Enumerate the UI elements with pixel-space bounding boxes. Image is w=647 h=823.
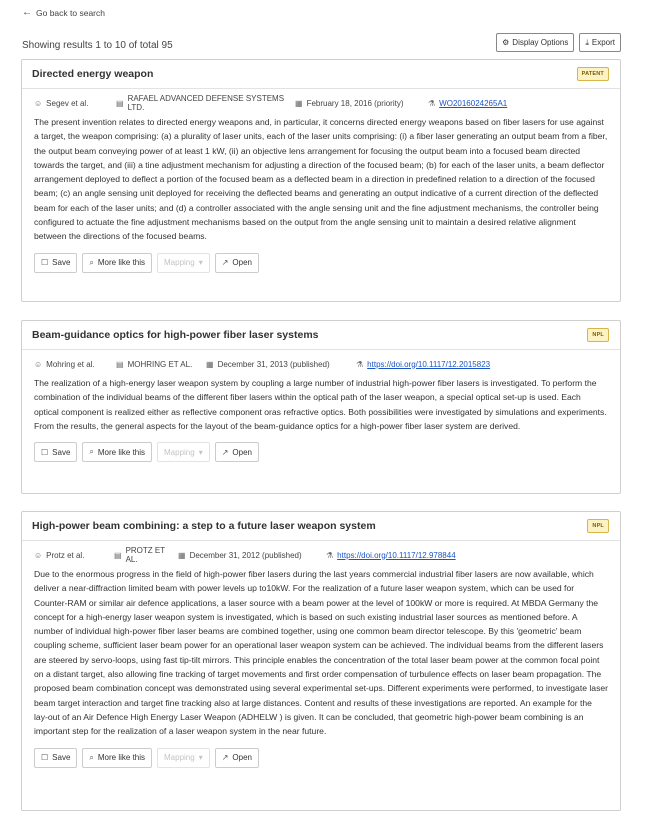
building-icon: ▤ xyxy=(114,550,122,560)
result-meta xyxy=(34,546,608,564)
result-authors: Mohring et al. xyxy=(46,359,95,369)
result-link[interactable]: https://doi.org/10.1117/12.978844 xyxy=(337,550,456,560)
result-type-badge: NPL xyxy=(587,519,609,533)
open-button[interactable] xyxy=(215,442,259,462)
building-icon: ▤ xyxy=(116,359,124,369)
result-abstract: The realization of a high-energy laser weapon system by coupling a large number of industrial high-power fiber lasers is investigated. To perform the combination of the individual beams of the different fiber lasers within the optical path of the laser weapon, a special optical set-up is used. Each optical component is realized either as reflective component oras refractive optics. Both possibilities were investigated by simulations and experiments. From the results, the general aspects for the layout of the beam-guidance optics for a high-power fiber laser system are derived. xyxy=(34,378,607,431)
result-card-header xyxy=(22,512,620,541)
result-type-badge: PATENT xyxy=(577,67,609,81)
result-card-header xyxy=(22,60,620,89)
search-icon: ⌕ xyxy=(89,257,94,267)
mapping-label: Mapping xyxy=(164,258,195,268)
user-icon: ☺ xyxy=(34,550,43,560)
external-link-icon: ↗ xyxy=(221,447,229,457)
more-like-this-button[interactable] xyxy=(82,442,152,462)
result-type-badge: NPL xyxy=(587,328,609,342)
mapping-dropdown[interactable] xyxy=(157,748,210,768)
arrow-left-icon: ← xyxy=(22,7,32,18)
open-label: Open xyxy=(232,258,252,268)
open-label: Open xyxy=(232,753,252,763)
display-options-button[interactable] xyxy=(496,33,574,52)
save-label: Save xyxy=(52,447,71,457)
result-authors: Protz et al. xyxy=(46,550,85,560)
link-icon: ⚗ xyxy=(356,359,364,369)
result-organization: RAFAEL ADVANCED DEFENSE SYSTEMS LTD. xyxy=(127,94,285,112)
more-like-this-label: More like this xyxy=(97,447,146,457)
result-abstract: Due to the enormous progress in the field of high-power fiber lasers during the last years commercial industrial fiber lasers are now available, which deliver a near-diffraction limited beam with power levels up to10kW. For the realization of a future laser weapon system, which can be used for Counter-RAM or similar air defence applications, a laser source with a beam power at the level of 100kW or more is required. At MBDA Germany the concept for a high-energy laser weapon system is investigated, which is based on such existing industrial laser sources as mentioned before. A number of individual high-power fiber laser beams are combined together, using one common beam director telescope. By this 'geometric' beam coupling scheme, sufficient laser beam power for an operational laser weapon system can be achieved. The individual beams from the different lasers are steered by servo-loops, using fast tip-tilt mirrors. This principle enables the concentration of the total laser beam power at the common focal point on a distant target, also allowing fine tracking of target movements and first order compensation of turbulence effects on laser beam propagation. The proposed beam combination concept was demonstrated using several experimental set-ups. Different experiments were performed, to investigate laser beam target interaction and target fine tracking also at large distances. Content and results of these investigations are reported. An example for the lay-out of an Air Defence High Energy Laser Weapon (ADHELW ) is given. It can be concluded, that geometric high-power beam combining is an important step for the realization of a laser weapon system in the near future. xyxy=(34,569,609,737)
export-button[interactable] xyxy=(579,33,621,52)
caret-down-icon: ▾ xyxy=(198,447,203,457)
caret-down-icon: ▾ xyxy=(198,258,203,268)
display-options-label: Display Options xyxy=(512,38,569,47)
result-meta xyxy=(34,358,608,370)
result-actions xyxy=(34,748,608,768)
download-icon: ⤓ xyxy=(585,37,589,47)
result-link[interactable]: https://doi.org/10.1117/12.2015823 xyxy=(367,359,491,369)
caret-down-icon: ▾ xyxy=(198,753,203,763)
mapping-label: Mapping xyxy=(164,753,195,763)
save-button[interactable] xyxy=(34,442,77,462)
mapping-label: Mapping xyxy=(164,447,195,457)
more-like-this-label: More like this xyxy=(97,258,146,268)
bookmark-icon: ☐ xyxy=(41,753,49,763)
link-icon: ⚗ xyxy=(326,550,334,560)
results-summary: Showing results 1 to 10 of total 95 xyxy=(22,40,173,51)
more-like-this-label: More like this xyxy=(97,753,146,763)
result-title[interactable]: High-power beam combining: a step to a future laser weapon system xyxy=(32,520,376,532)
result-title[interactable]: Beam-guidance optics for high-power fiber laser systems xyxy=(32,329,319,341)
save-label: Save xyxy=(52,753,71,763)
more-like-this-button[interactable] xyxy=(82,748,152,768)
user-icon: ☺ xyxy=(34,359,43,369)
calendar-icon: ▦ xyxy=(178,550,186,560)
open-button[interactable] xyxy=(215,748,259,768)
result-date: December 31, 2013 (published) xyxy=(217,359,330,369)
bookmark-icon: ☐ xyxy=(41,258,49,268)
result-actions xyxy=(34,253,608,273)
save-button[interactable] xyxy=(34,253,77,273)
link-icon: ⚗ xyxy=(428,98,436,108)
result-card xyxy=(21,511,621,811)
more-like-this-button[interactable] xyxy=(82,253,152,273)
result-organization: MOHRING ET AL. xyxy=(127,359,193,369)
export-label: Export xyxy=(591,38,615,47)
user-icon: ☺ xyxy=(34,98,43,108)
result-link[interactable]: WO2016024265A1 xyxy=(439,98,508,108)
result-card xyxy=(21,320,621,494)
bookmark-icon: ☐ xyxy=(41,447,49,457)
gear-icon: ⚙ xyxy=(502,38,510,47)
search-icon: ⌕ xyxy=(89,447,94,457)
external-link-icon: ↗ xyxy=(221,753,229,763)
back-to-search-link[interactable] xyxy=(22,8,105,18)
search-icon: ⌕ xyxy=(89,752,94,762)
building-icon: ▤ xyxy=(116,98,124,108)
result-abstract: The present invention relates to directed energy weapons and, in particular, it concerns directed energy weapons based on fiber lasers for use against a target, the weapon comprising: (a) a plurality of laser units, each of the laser units comprising: (i) a fiber laser generating an output beam from a fiber, the output beam conveying power of at least 1 kW, (ii) an objective lens arrangement for focusing the output beam into a focused beam directed towards the target, and (iii) a tine adjustment mechanism for adjusting a direction of the focused beam; (b) for each of the laser units, a beam deflector arrangement deployed to deflect a portion of the focused beam as a deflected beam in a direction in predefined relation to a direction of the focused beam; (c) an angle sensing unit deployed for receiving the deflected beams and generating an output indicative of a current direction of the deflected beam for each of the laser units; and (d) a controller associated with the angle sensing unit and the fine adjustment mechanisms, the controller being configured to actuate the fine adjustment mechanisms based on the output from the angle sensing unit to maintain a desired relative alignment between the directions of the focused beams. xyxy=(34,117,608,242)
mapping-dropdown[interactable] xyxy=(157,442,210,462)
external-link-icon: ↗ xyxy=(221,258,229,268)
calendar-icon: ▦ xyxy=(206,359,214,369)
result-date: December 31, 2012 (published) xyxy=(189,550,302,560)
back-to-search-label: Go back to search xyxy=(36,8,105,18)
result-title[interactable]: Directed energy weapon xyxy=(32,68,154,80)
result-actions xyxy=(34,442,608,462)
open-button[interactable] xyxy=(215,253,259,273)
result-card-header xyxy=(22,321,620,350)
save-button[interactable] xyxy=(34,748,77,768)
open-label: Open xyxy=(232,447,252,457)
result-date: February 18, 2016 (priority) xyxy=(306,98,404,108)
result-organization: PROTZ ET AL. xyxy=(125,546,165,564)
results-toolbar xyxy=(496,33,621,52)
result-meta xyxy=(34,94,608,112)
result-authors: Segev et al. xyxy=(46,98,89,108)
save-label: Save xyxy=(52,258,71,268)
mapping-dropdown[interactable] xyxy=(157,253,210,273)
result-card xyxy=(21,59,621,302)
calendar-icon: ▦ xyxy=(295,98,303,108)
